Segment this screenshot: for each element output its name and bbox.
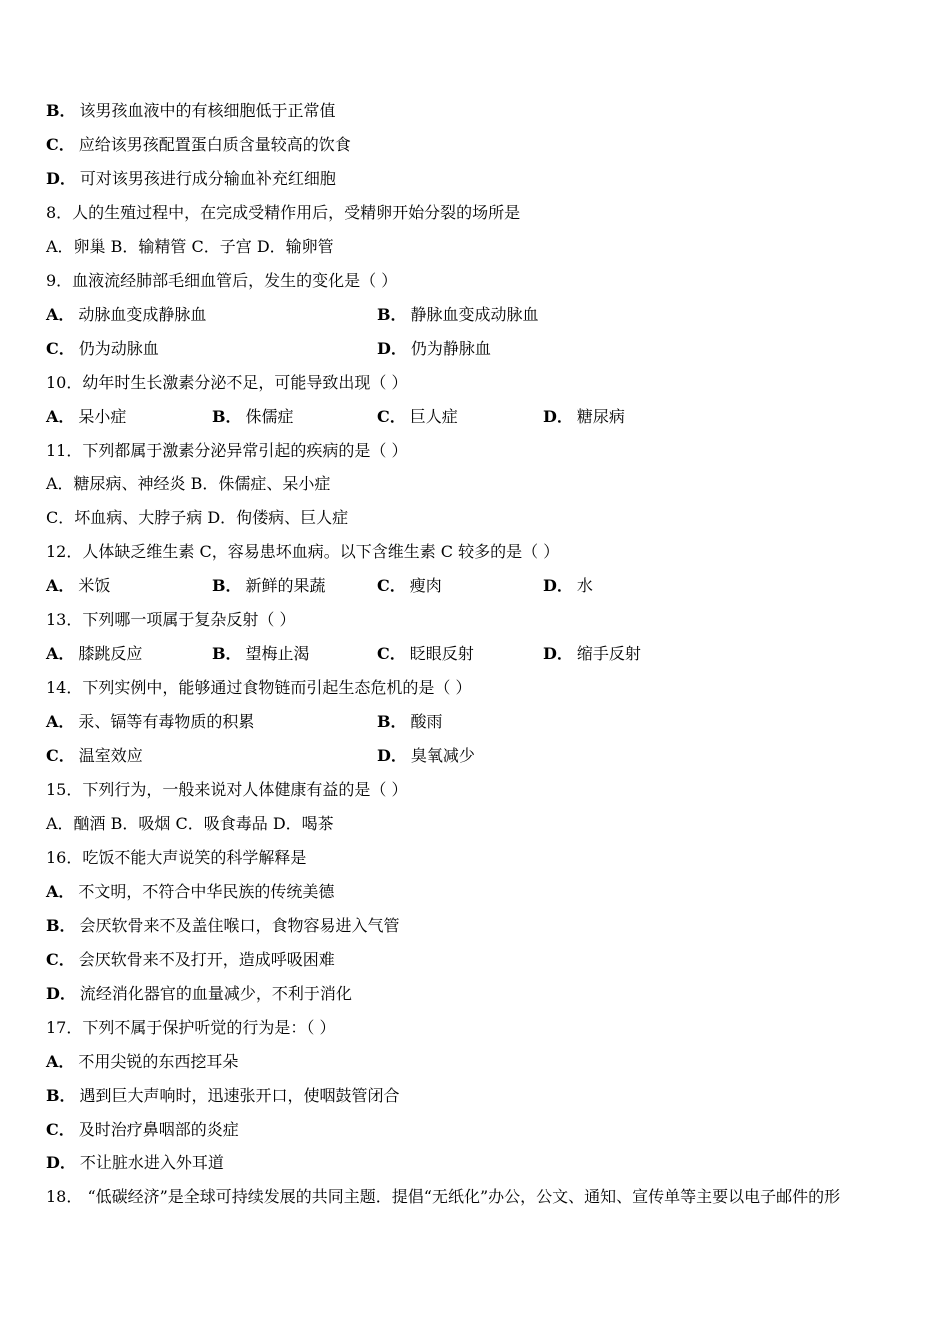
question-line: A．糖尿病、神经炎 B．侏儒症、呆小症 (46, 474, 331, 493)
question-line: 18． “低碳经济”是全球可持续发展的共同主题．提倡“无纸化”办公，公文、通知、宣传单等主要以电子邮件的形 (46, 1187, 841, 1206)
option (377, 575, 442, 597)
option-text: 望梅止渴 (245, 644, 310, 663)
option (212, 643, 310, 665)
question-line: 15．下列行为，一般来说对人体健康有益的是（ ） (46, 780, 408, 799)
option-line (46, 915, 400, 937)
question-line: 8．人的生殖过程中，在完成受精作用后，受精卵开始分裂的场所是 (46, 203, 521, 222)
question-line: 10．幼年时生长激素分泌不足，可能导致出现（ ） (46, 373, 408, 392)
option-line (46, 983, 352, 1005)
option-text: 流经消化器官的血量减少，不利于消化 (79, 984, 352, 1003)
option-label: A． (46, 576, 75, 595)
option-label: B． (46, 1086, 76, 1105)
option-label: C． (46, 135, 75, 154)
option (543, 643, 641, 665)
option (377, 406, 458, 428)
option-label: A． (46, 712, 75, 731)
option-text: 呆小症 (78, 407, 127, 426)
option-label: A． (46, 644, 75, 663)
option-label: A． (46, 1052, 75, 1071)
option (377, 745, 475, 767)
option-label: D． (46, 1153, 76, 1172)
option (543, 575, 593, 597)
option-text: 会厌软骨来不及盖住喉口，食物容易进入气管 (79, 916, 400, 935)
option-line (46, 100, 336, 122)
question-line: 13．下列哪一项属于复杂反射（ ） (46, 610, 296, 629)
question-line: A．卵巢 B．输精管 C．子宫 D．输卵管 (46, 237, 334, 256)
option-label: A． (46, 407, 75, 426)
question-line: 17．下列不属于保护听觉的行为是：（ ） (46, 1018, 336, 1037)
option-label: D． (46, 169, 76, 188)
option (377, 711, 443, 733)
question-line: 11．下列都属于激素分泌异常引起的疾病的是（ ） (46, 441, 408, 460)
option-text: 缩手反射 (576, 644, 641, 663)
option (377, 643, 474, 665)
option-text: 新鲜的果蔬 (245, 576, 326, 595)
option (377, 304, 539, 326)
option-text: 遇到巨大声响时，迅速张开口，使咽鼓管闭合 (79, 1086, 400, 1105)
option-text: 不让脏水进入外耳道 (79, 1153, 224, 1172)
option-text: 可对该男孩进行成分输血补充红细胞 (79, 169, 336, 188)
option-text: 瘦肉 (409, 576, 442, 595)
option-text: 酸雨 (410, 712, 443, 731)
option-line (46, 949, 335, 971)
option-text: 不用尖锐的东西挖耳朵 (78, 1052, 239, 1071)
option-text: 该男孩血液中的有核细胞低于正常值 (79, 101, 336, 120)
option-label: A． (46, 882, 75, 901)
option-line (46, 881, 334, 903)
option-text: 巨人症 (409, 407, 458, 426)
option (46, 575, 110, 597)
option (46, 711, 254, 733)
option-label: D． (543, 576, 573, 595)
option-text: 水 (576, 576, 593, 595)
option-label: B． (46, 101, 76, 120)
option-label: B． (212, 576, 242, 595)
question-line: A．酗酒 B．吸烟 C．吸食毒品 D．喝茶 (46, 814, 334, 833)
option-label: A． (46, 305, 75, 324)
option (46, 643, 142, 665)
option-text: 静脉血变成动脉血 (410, 305, 539, 324)
option-label: B． (46, 916, 76, 935)
option-line (46, 1152, 224, 1174)
option-line (46, 134, 351, 156)
option-label: D． (46, 984, 76, 1003)
option-text: 温室效应 (78, 746, 143, 765)
question-line: 16．吃饭不能大声说笑的科学解释是 (46, 848, 307, 867)
option-text: 及时治疗鼻咽部的炎症 (78, 1120, 239, 1139)
option-label: D． (543, 407, 573, 426)
option-text: 会厌软骨来不及打开，造成呼吸困难 (78, 950, 335, 969)
option-text: 汞、镉等有毒物质的积累 (78, 712, 255, 731)
option-label: B． (212, 644, 242, 663)
option (212, 575, 326, 597)
option-label: D． (543, 644, 573, 663)
option-label: B． (377, 305, 407, 324)
option-label: C． (46, 1120, 75, 1139)
option-line (46, 1051, 238, 1073)
option (46, 338, 159, 360)
option-text: 臭氧减少 (410, 746, 475, 765)
option-text: 米饭 (78, 576, 111, 595)
option-line (46, 1119, 239, 1141)
option-label: C． (46, 339, 75, 358)
option-text: 不文明，不符合中华民族的传统美德 (78, 882, 335, 901)
option-text: 动脉血变成静脉血 (78, 305, 207, 324)
option-text: 仍为动脉血 (78, 339, 159, 358)
question-line: 9．血液流经肺部毛细血管后，发生的变化是（ ） (46, 271, 398, 290)
option-line (46, 168, 336, 190)
question-line: C．坏血病、大脖子病 D．佝偻病、巨人症 (46, 508, 349, 527)
option (212, 406, 294, 428)
option (46, 745, 143, 767)
option-text: 应给该男孩配置蛋白质含量较高的饮食 (78, 135, 351, 154)
question-line: 14．下列实例中，能够通过食物链而引起生态危机的是（ ） (46, 678, 472, 697)
option-label: C． (46, 950, 75, 969)
option-text: 膝跳反应 (78, 644, 143, 663)
option (377, 338, 491, 360)
option (46, 406, 126, 428)
option-text: 眨眼反射 (409, 644, 474, 663)
option-label: D． (377, 339, 407, 358)
option-text: 侏儒症 (245, 407, 294, 426)
question-line: 12．人体缺乏维生素 C，容易患坏血病。以下含维生素 C 较多的是（ ） (46, 542, 560, 561)
option-text: 仍为静脉血 (410, 339, 491, 358)
option-line (46, 1085, 400, 1107)
option (46, 304, 206, 326)
option-label: C． (46, 746, 75, 765)
option-label: B． (377, 712, 407, 731)
option-label: C． (377, 576, 406, 595)
option-label: C． (377, 407, 406, 426)
option-label: D． (377, 746, 407, 765)
option (543, 406, 625, 428)
option-label: B． (212, 407, 242, 426)
option-label: C． (377, 644, 406, 663)
option-text: 糖尿病 (576, 407, 625, 426)
